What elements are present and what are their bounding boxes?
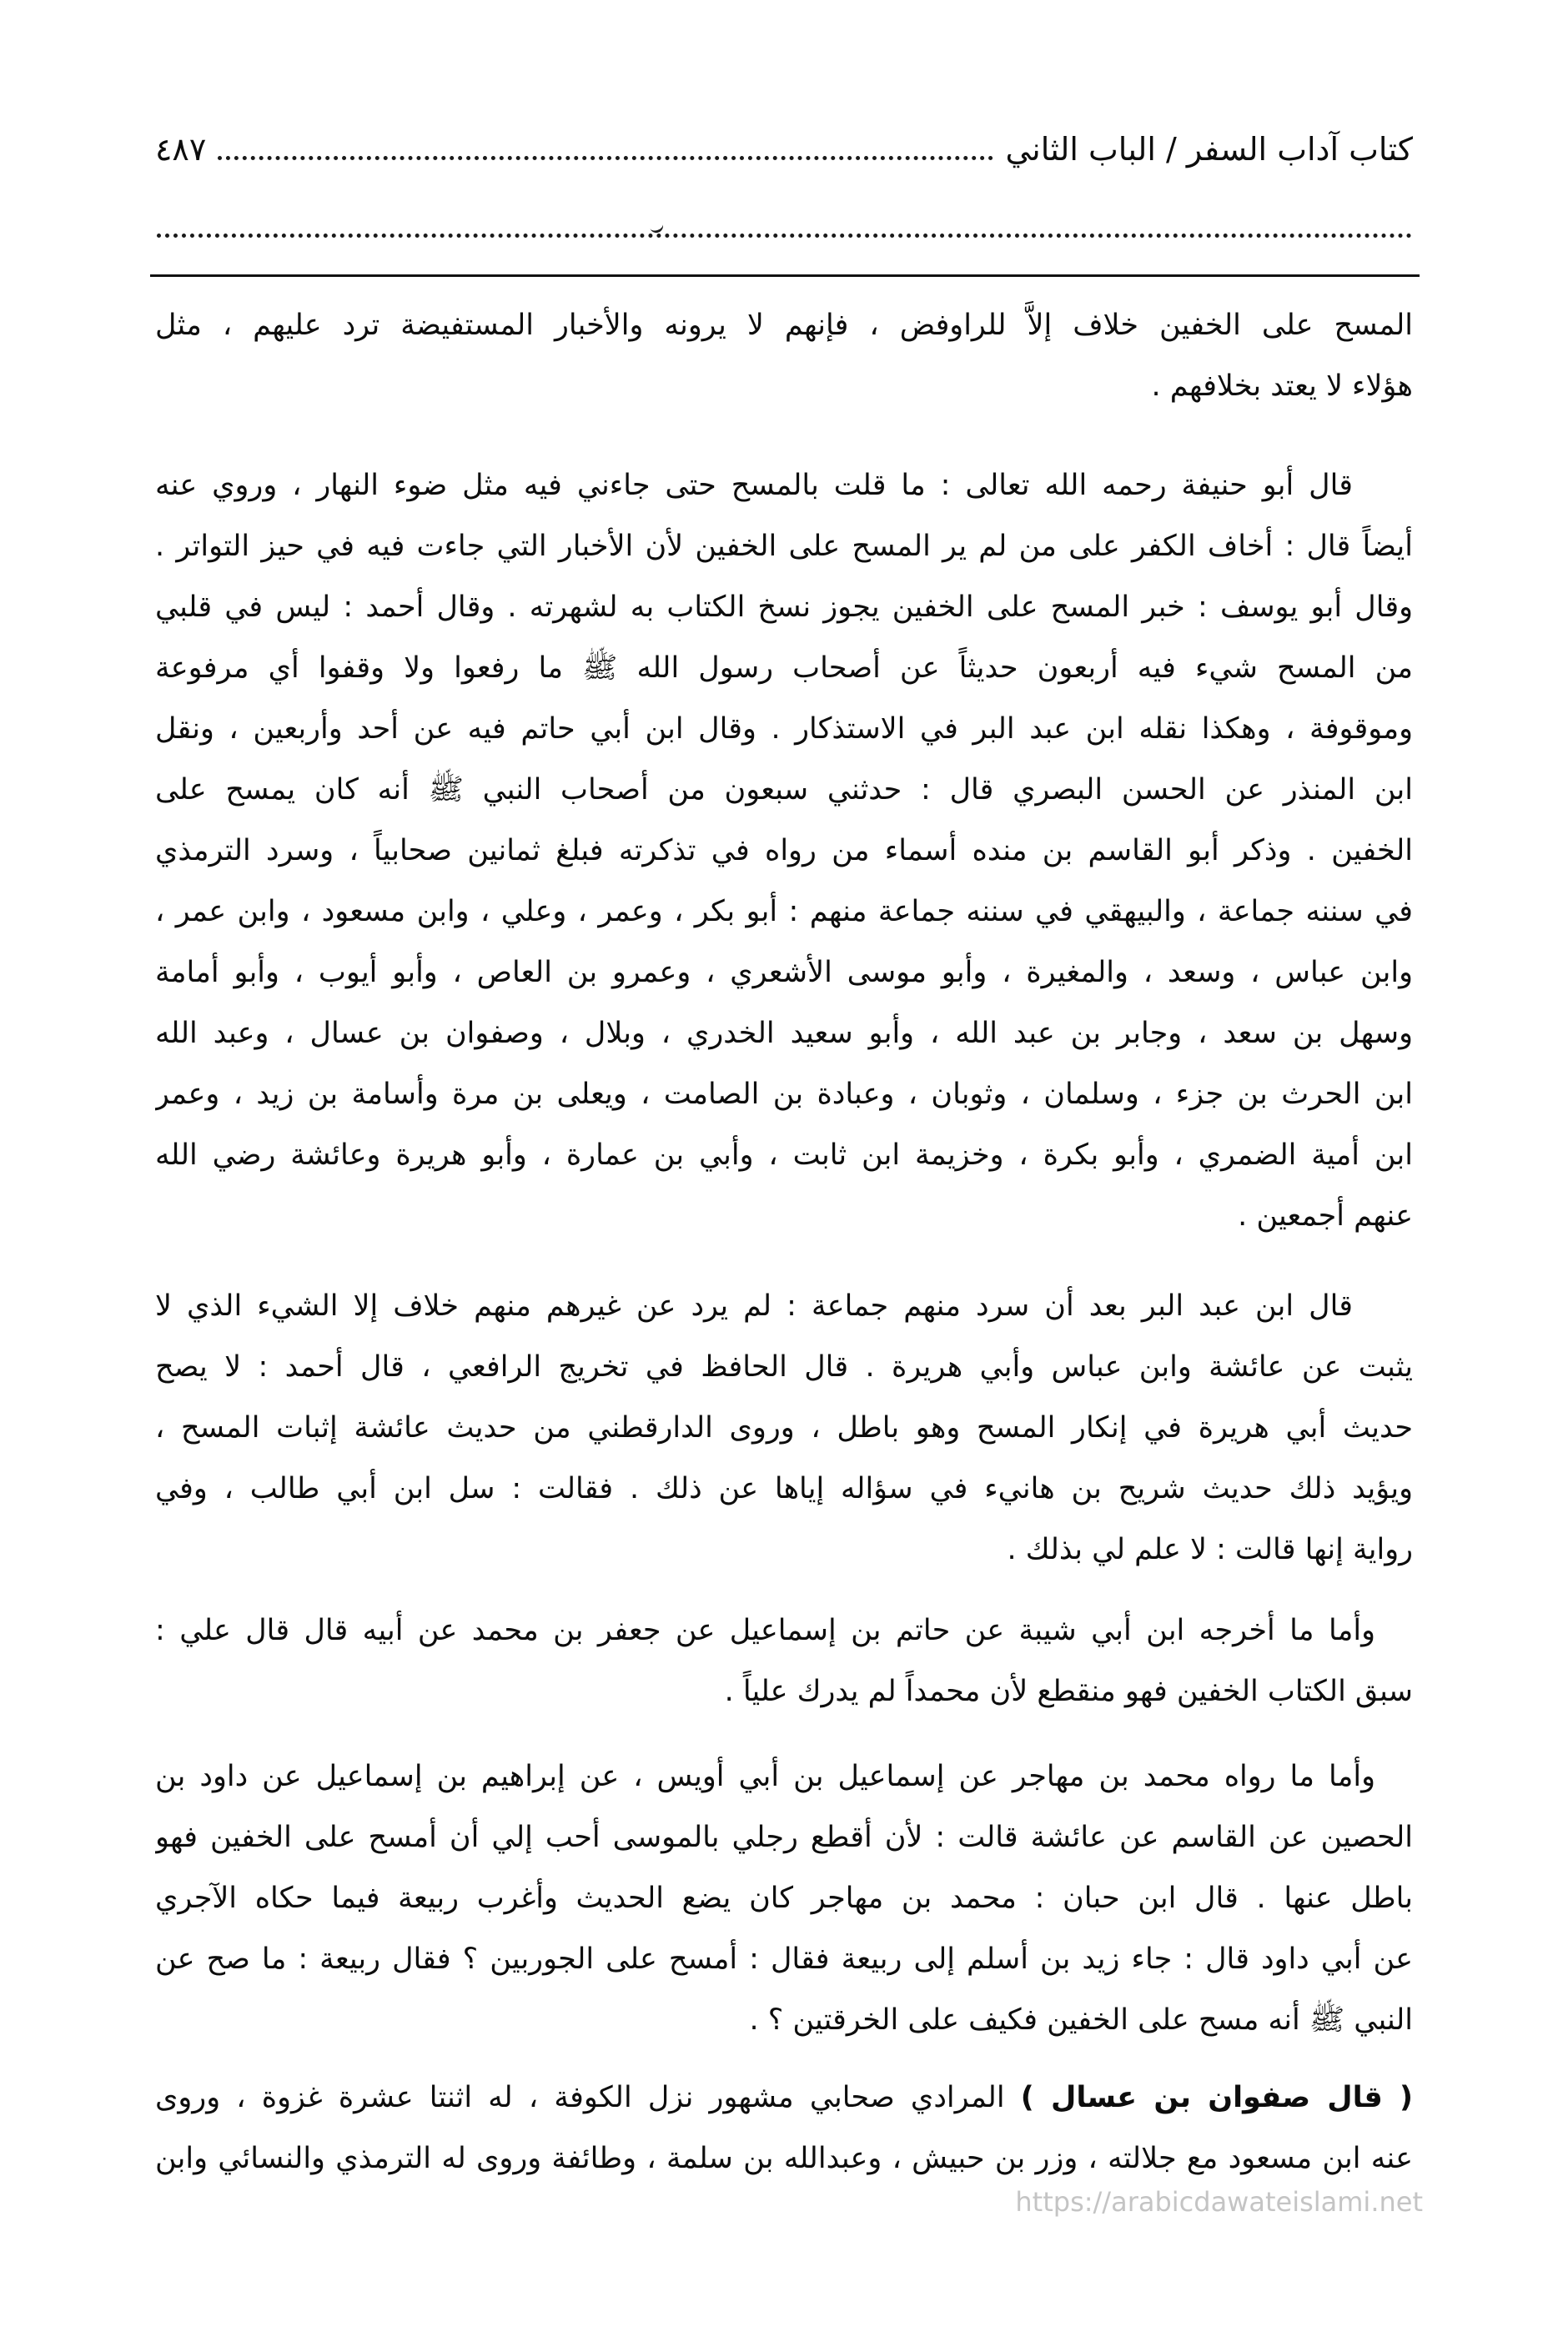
section-lead: ( قال صفوان بن عسال ) — [1020, 2081, 1413, 2114]
header-leader-dots — [218, 124, 993, 160]
header-divider — [150, 274, 1420, 277]
watermark-url: https://arabicdawateislami.net — [1015, 2186, 1423, 2218]
text-line: الخفين . وذكر أبو القاسم بن منده أسماء من رواه في تذكرته فبلغ ثمانين صحابياً ، وسرد الترمذي — [155, 834, 1413, 867]
text-line: النبي ﷺ أنه مسح على الخفين فكيف على الخرقتين ؟ . — [749, 2003, 1413, 2037]
text-line: هؤلاء لا يعتد بخلافهم . — [1151, 369, 1413, 403]
text-line: قال ابن عبد البر بعد أن سرد منهم جماعة : لم يرد عن غيرهم منهم خلاف إلا الشيء الذي لا — [155, 1289, 1353, 1323]
paragraph — [155, 455, 1413, 1247]
paragraph — [155, 2068, 1413, 2189]
text-line: سبق الكتاب الخفين فهو منقطع لأن محمداً لم يدرك علياً . — [724, 1675, 1413, 1708]
text-line: أيضاً قال : أخاف الكفر على من لم ير المسح على الخفين لأن الأخبار التي جاءت فيه في حيز التواتر . — [155, 530, 1413, 563]
text-line: حديث أبي هريرة في إنكار المسح وهو باطل ، وروى الدارقطني من حديث عائشة إثبات المسح ، — [155, 1411, 1413, 1445]
paragraph — [155, 1746, 1413, 2051]
text-line — [155, 2068, 1413, 2128]
page-number: ٤٨٧ — [155, 131, 207, 168]
text-line: وقال أبو يوسف : خبر المسح على الخفين يجوز نسخ الكتاب به لشهرته . وقال أحمد : ليس في قلبي — [155, 591, 1413, 624]
text-line: ابن المنذر عن الحسن البصري قال : حدثني سبعون من أصحاب النبي ﷺ أنه كان يمسح على — [155, 773, 1413, 807]
text-line: وموقوفة ، وهكذا نقله ابن عبد البر في الاستذكار . وقال ابن أبي حاتم فيه عن أحد وأربعين ، ونقل — [155, 712, 1413, 746]
dotted-rule — [157, 234, 1412, 238]
text-line: ويؤيد ذلك حديث شريح بن هانيء في سؤاله إياها عن ذلك . فقالت : سل ابن أبي طالب ، وفي — [155, 1472, 1413, 1505]
text-line: قال أبو حنيفة رحمه الله تعالى : ما قلت بالمسح حتى جاءني فيه مثل ضوء النهار ، وروي عنه — [155, 469, 1353, 502]
paragraph — [155, 1601, 1413, 1722]
text-line: وابن عباس ، وسعد ، والمغيرة ، وأبو موسى الأشعري ، وعمرو بن العاص ، وأبو أيوب ، وأبو أمامة — [155, 956, 1413, 989]
text-line: المسح على الخفين خلاف إلاَّ للراوفض ، فإنهم لا يرونه والأخبار المستفيضة ترد عليهم ، مثل — [155, 309, 1413, 342]
running-header-title: كتاب آداب السفر / الباب الثاني — [1005, 131, 1413, 168]
text-line-rest: المرادي صحابي مشهور نزل الكوفة ، له اثنتا عشرة غزوة ، وروى — [155, 2081, 1005, 2114]
text-line: ابن أمية الضمري ، وأبو بكرة ، وخزيمة ابن ثابت ، وأبي بن عمارة ، وأبو هريرة وعائشة رضي الله — [155, 1138, 1413, 1172]
paragraph — [155, 295, 1413, 417]
text-line: وأما ما رواه محمد بن مهاجر عن إسماعيل بن أبي أويس ، عن إبراهيم بن إسماعيل عن داود بن — [155, 1760, 1375, 1793]
text-line: باطل عنها . قال ابن حبان : محمد بن مهاجر كان يضع الحديث وأغرب ربيعة فيما حكاه الآجري — [155, 1882, 1413, 1915]
paragraph — [155, 1276, 1413, 1581]
text-line: الحصين عن القاسم عن عائشة قالت : لأن أقطع رجلي بالموسى أحب إلي أن أمسح على الخفين فهو — [155, 1821, 1413, 1854]
text-line: يثبت عن عائشة وابن عباس وأبي هريرة . قال الحافظ في تخريج الرافعي ، قال أحمد : لا يصح — [155, 1350, 1413, 1384]
text-line: عنهم أجمعين . — [1238, 1199, 1413, 1233]
text-line: عن أبي داود قال : جاء زيد بن أسلم إلى ربيعة فقال : أمسح على الجوربين ؟ فقال ربيعة : ما صح عن — [155, 1942, 1413, 1976]
text-line: وأما ما أخرجه ابن أبي شيبة عن حاتم بن إسماعيل عن جعفر بن محمد عن أبيه قال قال علي : — [155, 1614, 1375, 1647]
text-line: رواية إنها قالت : لا علم لي بذلك . — [1007, 1533, 1413, 1566]
running-header — [155, 124, 1413, 174]
text-line: عنه ابن مسعود مع جلالته ، وزر بن حبيش ، وعبدالله بن سلمة ، وطائفة وروى له الترمذي والنسائي وابن — [155, 2142, 1413, 2175]
text-line: من المسح شيء فيه أربعون حديثاً عن أصحاب رسول الله ﷺ ما رفعوا ولا وقفوا أي مرفوعة — [155, 651, 1413, 685]
text-line: وسهل بن سعد ، وجابر بن عبد الله ، وأبو سعيد الخدري ، وبلال ، وصفوان بن عسال ، وعبد الله — [155, 1017, 1413, 1050]
text-line: ابن الحرث بن جزء ، وسلمان ، وثوبان ، وعبادة بن الصامت ، ويعلى بن مرة وأسامة بن زيد ، وعمر — [155, 1078, 1413, 1111]
text-line: في سننه جماعة ، والبيهقي في سننه جماعة منهم : أبو بكر ، وعمر ، وعلي ، وابن مسعود ، وابن عمر ، — [155, 895, 1413, 928]
